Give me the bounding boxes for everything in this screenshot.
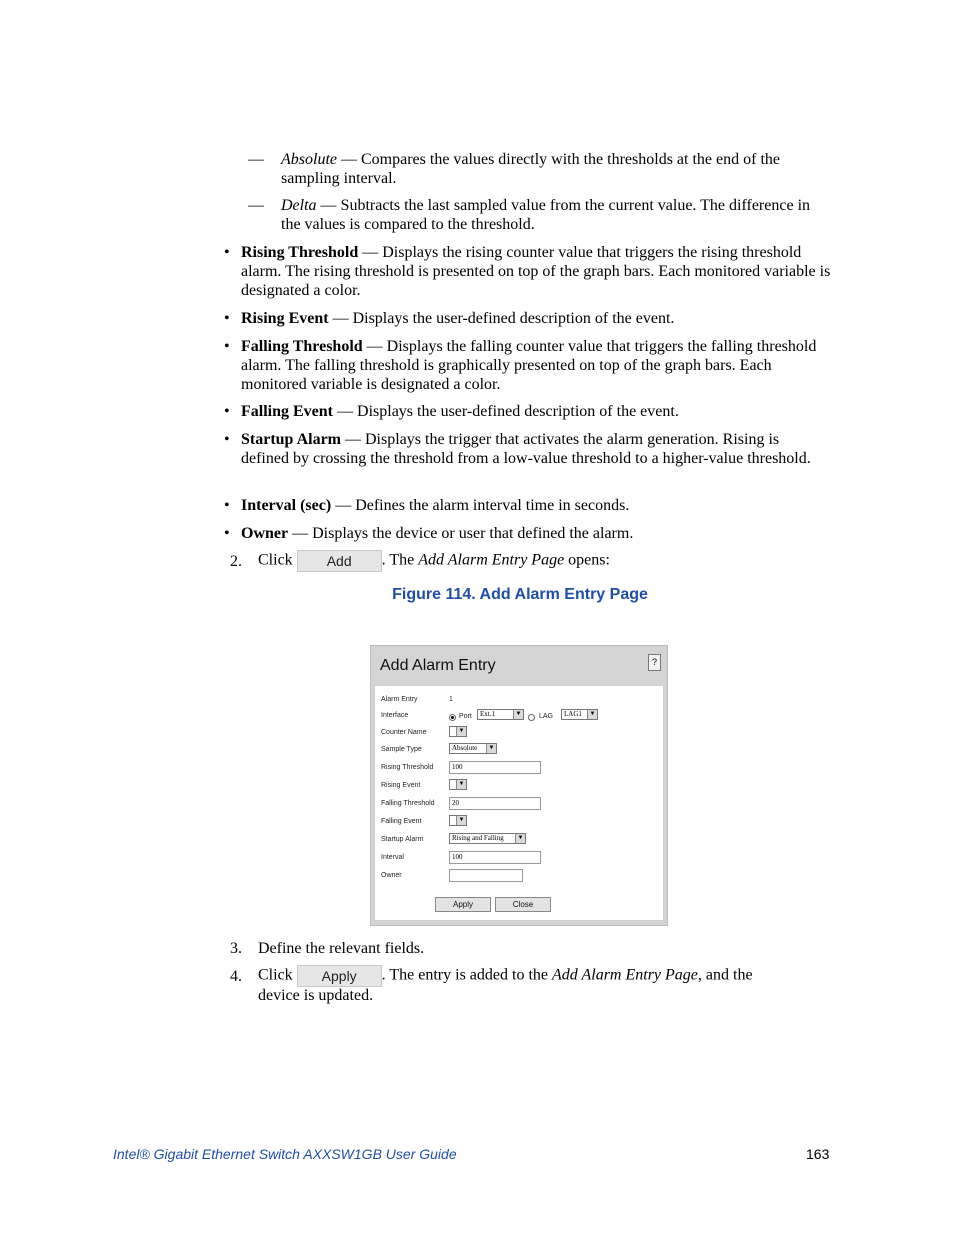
chevron-down-icon: ▼ [587,710,597,719]
interval-input[interactable]: 100 [449,851,541,864]
lag-radio[interactable] [528,714,535,721]
label-rising-event: Rising Event [381,782,421,789]
falling-event-select[interactable] [449,815,467,826]
label-falling-event: Falling Event [381,818,422,825]
add-alarm-entry-panel [370,645,668,926]
bullet-rising-event: Rising Event — Displays the user-defined description of the event. [241,310,675,327]
port-radio[interactable] [449,714,456,721]
label-counter-name: Counter Name [381,729,427,736]
chevron-down-icon: ▼ [513,710,523,719]
port-radio-label: Port [459,713,472,720]
owner-input[interactable] [449,869,523,882]
apply-button[interactable]: Apply [435,897,491,912]
bullet-glyph: • [224,338,230,355]
falling-threshold-input[interactable]: 20 [449,797,541,810]
bullet-falling-threshold: Falling Threshold — Displays the falling counter value that triggers the falling threshold alarm. The falling threshold is graphically presented on top of the graph bars. Each monitored variable is designated a color. [241,338,817,393]
bullet-glyph: • [224,244,230,261]
label-rising-threshold: Rising Threshold [381,764,434,771]
label-interface: Interface [381,712,409,719]
chevron-down-icon: ▼ [456,780,466,789]
step-number: 4. [230,968,242,985]
bullet-owner: Owner — Displays the device or user that defined the alarm. [241,525,634,542]
counter-name-select[interactable] [449,726,467,737]
chevron-down-icon: ▼ [486,744,496,753]
figure-caption: Figure 114. Add Alarm Entry Page [392,586,648,603]
bullet-interval: Interval (sec) — Defines the alarm interval time in seconds. [241,497,630,514]
bullet-rising-threshold: Rising Threshold — Displays the rising counter value that triggers the rising threshold alarm. The rising threshold is presented on top of the graph bars. Each monitored variable is designated a color. [241,244,831,299]
dash-item-delta: Delta — Subtracts the last sampled value from the current value. The difference in the values is compared to the threshold. [281,197,811,233]
step-number: 2. [230,553,242,570]
bullet-glyph: • [224,310,230,327]
label-falling-threshold: Falling Threshold [381,800,435,807]
label-alarm-entry: Alarm Entry [381,696,418,703]
bullet-glyph: • [224,431,230,448]
bullet-glyph: • [224,403,230,420]
label-startup-alarm: Startup Alarm [381,836,424,843]
chevron-down-icon: ▼ [456,816,466,825]
startup-alarm-select[interactable]: Rising and Falling ▼ [449,833,526,844]
lag-radio-label: LAG [539,713,554,720]
dash-item-absolute: Absolute — Compares the values directly with the thresholds at the end of the sampling interval. [281,151,780,187]
port-select[interactable]: Ext.1 ▼ [477,709,524,720]
label-interval: Interval [381,854,404,861]
alarm-entry-value: 1 [449,696,453,703]
label-sample-type: Sample Type [381,746,422,753]
panel-form [374,685,664,921]
apply-button-image: Apply [297,965,382,987]
add-button-image: Add [297,550,382,572]
rising-threshold-input[interactable]: 100 [449,761,541,774]
bullet-glyph: • [224,525,230,542]
step-number: 3. [230,940,242,957]
help-icon[interactable]: ? [648,654,661,671]
bullet-startup-alarm: Startup Alarm — Displays the trigger that activates the alarm generation. Rising is defined by crossing the threshold from a low-value threshold to a higher-value threshold. [241,431,811,467]
step-4-line-2: device is updated. [258,987,374,1004]
close-button[interactable]: Close [495,897,551,912]
panel-title: Add Alarm Entry [380,657,496,674]
label-owner: Owner [381,872,402,879]
footer-title: Intel® Gigabit Ethernet Switch AXXSW1GB User Guide [113,1146,457,1162]
dash-glyph: — [248,197,264,214]
sample-type-select[interactable]: Absolute ▼ [449,743,497,754]
rising-event-select[interactable] [449,779,467,790]
bullet-glyph: • [224,497,230,514]
step-3: Define the relevant fields. [258,940,425,957]
lag-select[interactable]: LAG1 ▼ [561,709,598,720]
page-number: 163 [806,1146,830,1162]
bullet-falling-event: Falling Event — Displays the user-defined description of the event. [241,403,679,420]
dash-glyph: — [248,151,264,168]
step-4: Click Apply . The entry is added to the Add Alarm Entry Page, and the [258,965,833,987]
chevron-down-icon: ▼ [456,727,466,736]
chevron-down-icon: ▼ [515,834,525,843]
step-2: Click Add . The Add Alarm Entry Page opens: [258,550,833,572]
